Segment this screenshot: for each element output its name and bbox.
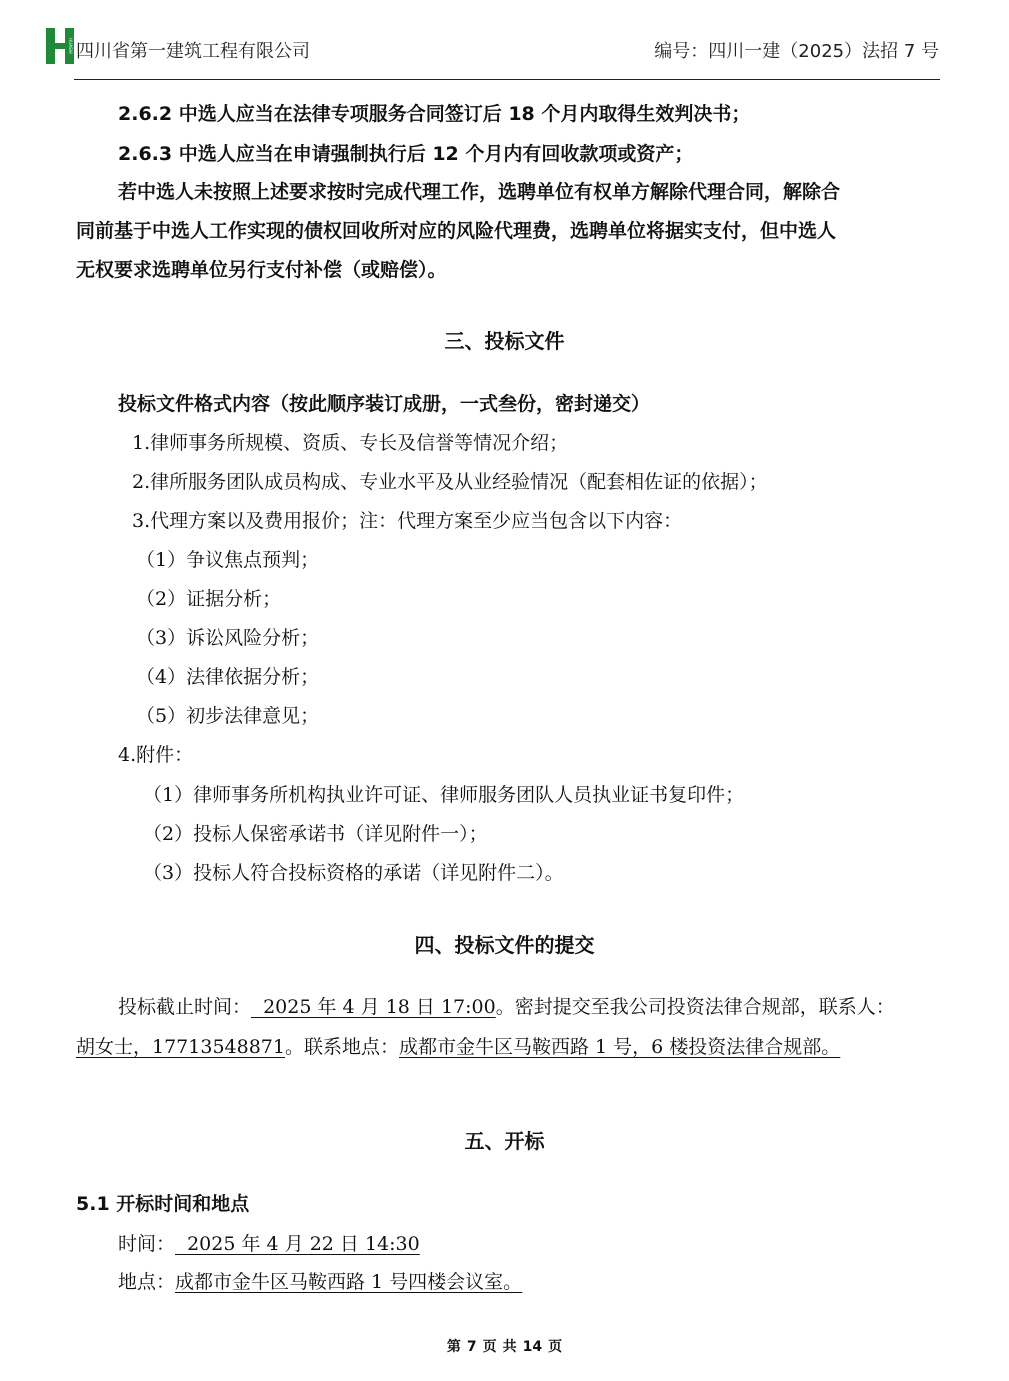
submission-location: 成都市金牛区马鞍西路 1 号，6 楼投资法律合规部。 bbox=[399, 1036, 841, 1058]
opening-time-value: 2025 年 4 月 22 日 14:30 bbox=[175, 1233, 420, 1255]
document-number: 编号：四川一建（2025）法招 7 号 bbox=[654, 41, 939, 62]
opening-time-label: 时间： bbox=[118, 1233, 176, 1255]
page-footer bbox=[0, 1336, 1009, 1356]
bid-format-intro: 投标文件格式内容（按此顺序装订成册，一式叁份，密封递交） bbox=[118, 393, 651, 415]
footer-word-ye: 页 bbox=[482, 1339, 497, 1355]
deadline-value: 2025 年 4 月 18 日 17:00 bbox=[251, 996, 496, 1018]
opening-time-line bbox=[118, 1231, 420, 1257]
contact-line bbox=[76, 1034, 840, 1060]
header-rule bbox=[74, 79, 940, 80]
clause-2-6-2: 2.6.2 中选人应当在法律专项服务合同签订后 18 个月内取得生效判决书； bbox=[118, 103, 751, 125]
bid-item-2: 2.律所服务团队成员构成、专业水平及从业经验情况（配套相佐证的依据）； bbox=[132, 471, 768, 493]
section-3-title: 三、投标文件 bbox=[444, 329, 565, 353]
opening-subtitle: 5.1 开标时间和地点 bbox=[76, 1193, 250, 1215]
company-logo bbox=[46, 28, 74, 64]
submission-instructions: 。密封提交至我公司投资法律合规部，联系人： bbox=[495, 996, 895, 1018]
termination-paragraph-line1: 若中选人未按照上述要求按时完成代理工作，选聘单位有权单方解除代理合同，解除合 bbox=[118, 181, 841, 203]
attachment-1: （1）律师事务所机构执业许可证、律师服务团队人员执业证书复印件； bbox=[143, 784, 745, 806]
bid-item-1: 1.律师事务所规模、资质、专长及信誉等情况介绍； bbox=[132, 432, 569, 454]
total-pages: 14 bbox=[522, 1339, 543, 1355]
contact-person: 胡女士，17713548871 bbox=[76, 1036, 285, 1058]
current-page: 7 bbox=[466, 1339, 477, 1355]
section-4-title: 四、投标文件的提交 bbox=[414, 933, 595, 957]
attachment-3: （3）投标人符合投标资格的承诺（详见附件二）。 bbox=[143, 862, 564, 884]
section-5-title: 五、开标 bbox=[464, 1129, 545, 1153]
svg-text:HUASHI: HUASHI bbox=[68, 38, 73, 54]
plan-sub-item-1: （1）争议焦点预判； bbox=[136, 549, 320, 571]
company-name: 四川省第一建筑工程有限公司 bbox=[76, 41, 310, 62]
footer-word-gong: 共 bbox=[502, 1339, 517, 1355]
opening-place-value: 成都市金牛区马鞍西路 1 号四楼会议室。 bbox=[175, 1271, 523, 1293]
attachments-label: 4.附件： bbox=[118, 744, 194, 766]
attachment-2: （2）投标人保密承诺书（详见附件一）； bbox=[143, 823, 488, 845]
plan-sub-item-3: （3）诉讼风险分析； bbox=[136, 627, 320, 649]
opening-place-line bbox=[118, 1269, 522, 1295]
deadline-line bbox=[118, 994, 895, 1020]
footer-word-ye2: 页 bbox=[548, 1339, 563, 1355]
plan-sub-item-4: （4）法律依据分析； bbox=[136, 666, 320, 688]
deadline-label: 投标截止时间： bbox=[118, 996, 252, 1018]
bid-item-3: 3.代理方案以及费用报价；注：代理方案至少应当包含以下内容： bbox=[132, 510, 683, 532]
opening-place-label: 地点： bbox=[118, 1271, 176, 1293]
plan-sub-item-2: （2）证据分析； bbox=[136, 588, 282, 610]
plan-sub-item-5: （5）初步法律意见； bbox=[136, 705, 320, 727]
location-label: 。联系地点： bbox=[284, 1036, 399, 1058]
footer-word-di: 第 bbox=[446, 1339, 461, 1355]
clause-2-6-3: 2.6.3 中选人应当在申请强制执行后 12 个月内有回收款项或资产； bbox=[118, 143, 694, 165]
termination-paragraph-line3: 无权要求选聘单位另行支付补偿（或赔偿）。 bbox=[76, 259, 447, 281]
termination-paragraph-line2: 同前基于中选人工作实现的债权回收所对应的风险代理费，选聘单位将据实支付，但中选人 bbox=[76, 220, 837, 242]
